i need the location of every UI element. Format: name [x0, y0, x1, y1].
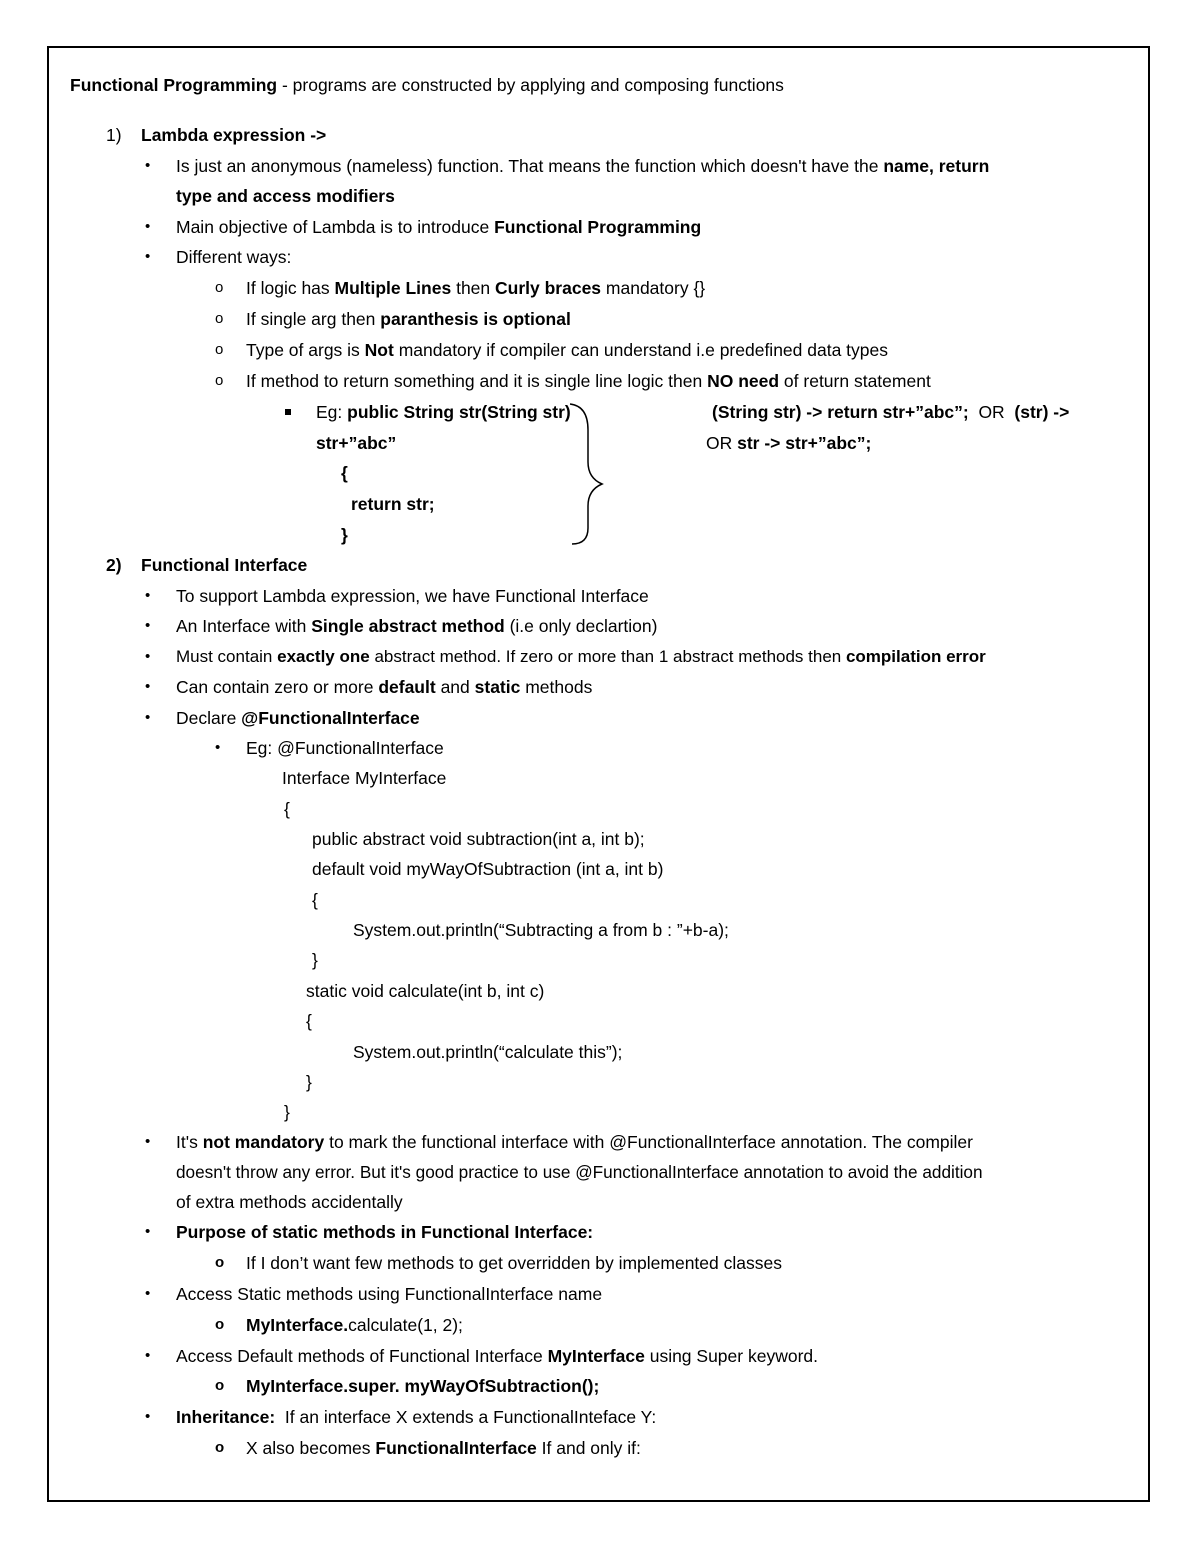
sub-list-item: If method to return something and it is single line logic then NO need of return statement [246, 371, 931, 391]
code-line: Eg: @FunctionalInterface [246, 738, 444, 758]
bullet-icon: • [145, 709, 151, 726]
sub-list-item: X also becomes FunctionalInterface If and only if: [246, 1438, 641, 1458]
code-line: { [306, 1011, 312, 1031]
list-item: Declare @FunctionalInterface [176, 708, 420, 728]
lambda-example-right: (String str) -> return str+”abc”; OR (str) -> [712, 402, 1070, 422]
bullet-icon: • [145, 648, 151, 665]
sub-list-item: MyInterface.super. myWayOfSubtraction(); [246, 1376, 600, 1396]
list-item: Different ways: [176, 247, 292, 267]
lambda-example-right: OR str -> str+”abc”; [706, 433, 872, 453]
example-code-line: { [341, 463, 348, 483]
sub-list-item: If I don’t want few methods to get overridden by implemented classes [246, 1253, 782, 1273]
circle-bullet-icon: o [215, 1439, 225, 1456]
bullet-icon: • [145, 678, 151, 695]
bullet-icon: • [145, 1408, 151, 1425]
document-title: Functional Programming - programs are constructed by applying and composing functions [70, 75, 784, 95]
example-code-line: str+”abc” [316, 433, 397, 453]
circle-bullet-icon: o [215, 341, 224, 358]
code-line: System.out.println(“Subtracting a from b : ”+b-a); [353, 920, 729, 940]
bullet-icon: • [215, 739, 221, 756]
list-item-continued: doesn't throw any error. But it's good practice to use @FunctionalInterface annotation to avoid the addition [176, 1162, 983, 1182]
section-1-number: 1) [106, 125, 122, 145]
sub-list-item: MyInterface.calculate(1, 2); [246, 1315, 463, 1335]
code-line: } [284, 1102, 290, 1122]
code-line: System.out.println(“calculate this”); [353, 1042, 623, 1062]
list-item: Is just an anonymous (nameless) function. That means the function which doesn't have the name, return [176, 156, 990, 176]
sub-list-item: Type of args is Not mandatory if compiler can understand i.e predefined data types [246, 340, 889, 360]
curly-brace-icon [560, 400, 610, 550]
bullet-icon: • [145, 218, 151, 235]
bullet-icon: • [145, 157, 151, 174]
list-item: Can contain zero or more default and static methods [176, 677, 593, 697]
bullet-icon: • [145, 1133, 151, 1150]
bullet-icon: • [145, 587, 151, 604]
list-item: An Interface with Single abstract method (i.e only declartion) [176, 616, 658, 636]
circle-bullet-icon: o [215, 1254, 225, 1271]
code-line: } [312, 950, 318, 970]
circle-bullet-icon: o [215, 1377, 225, 1394]
bullet-icon: • [145, 1285, 151, 1302]
sub-list-item: If logic has Multiple Lines then Curly braces mandatory {} [246, 278, 706, 298]
list-item: Must contain exactly one abstract method. If zero or more than 1 abstract methods then compilation error [176, 647, 986, 666]
example-label: Eg: public String str(String str) [316, 402, 571, 422]
code-line: static void calculate(int b, int c) [306, 981, 545, 1001]
list-item: Purpose of static methods in Functional Interface: [176, 1222, 594, 1242]
list-item: Access Static methods using FunctionalInterface name [176, 1284, 603, 1304]
bullet-icon: • [145, 1347, 151, 1364]
list-item-continued: type and access modifiers [176, 186, 395, 206]
section-2-number: 2) [106, 555, 122, 575]
list-item: To support Lambda expression, we have Functional Interface [176, 586, 649, 606]
list-item: Inheritance: If an interface X extends a FunctionalInteface Y: [176, 1407, 657, 1427]
circle-bullet-icon: o [215, 1316, 225, 1333]
code-line: } [306, 1072, 312, 1092]
example-code-line: return str; [351, 494, 435, 514]
square-bullet-icon [285, 409, 291, 415]
code-line: default void myWayOfSubtraction (int a, int b) [312, 859, 664, 879]
bullet-icon: • [145, 617, 151, 634]
section-1-heading: Lambda expression -> [141, 125, 327, 145]
code-line: public abstract void subtraction(int a, int b); [312, 829, 645, 849]
list-item: Access Default methods of Functional Interface MyInterface using Super keyword. [176, 1346, 818, 1366]
circle-bullet-icon: o [215, 372, 224, 389]
example-code-line: } [341, 525, 348, 545]
code-line: { [312, 890, 318, 910]
list-item: It's not mandatory to mark the functional interface with @FunctionalInterface annotation. The compiler [176, 1132, 973, 1152]
circle-bullet-icon: o [215, 279, 224, 296]
section-2-heading: Functional Interface [141, 555, 308, 575]
list-item: Main objective of Lambda is to introduce Functional Programming [176, 217, 702, 237]
bullet-icon: • [145, 1223, 151, 1240]
list-item-continued: of extra methods accidentally [176, 1192, 403, 1212]
sub-list-item: If single arg then paranthesis is optional [246, 309, 571, 329]
code-line: Interface MyInterface [282, 768, 447, 788]
code-line: { [284, 799, 290, 819]
bullet-icon: • [145, 248, 151, 265]
circle-bullet-icon: o [215, 310, 224, 327]
